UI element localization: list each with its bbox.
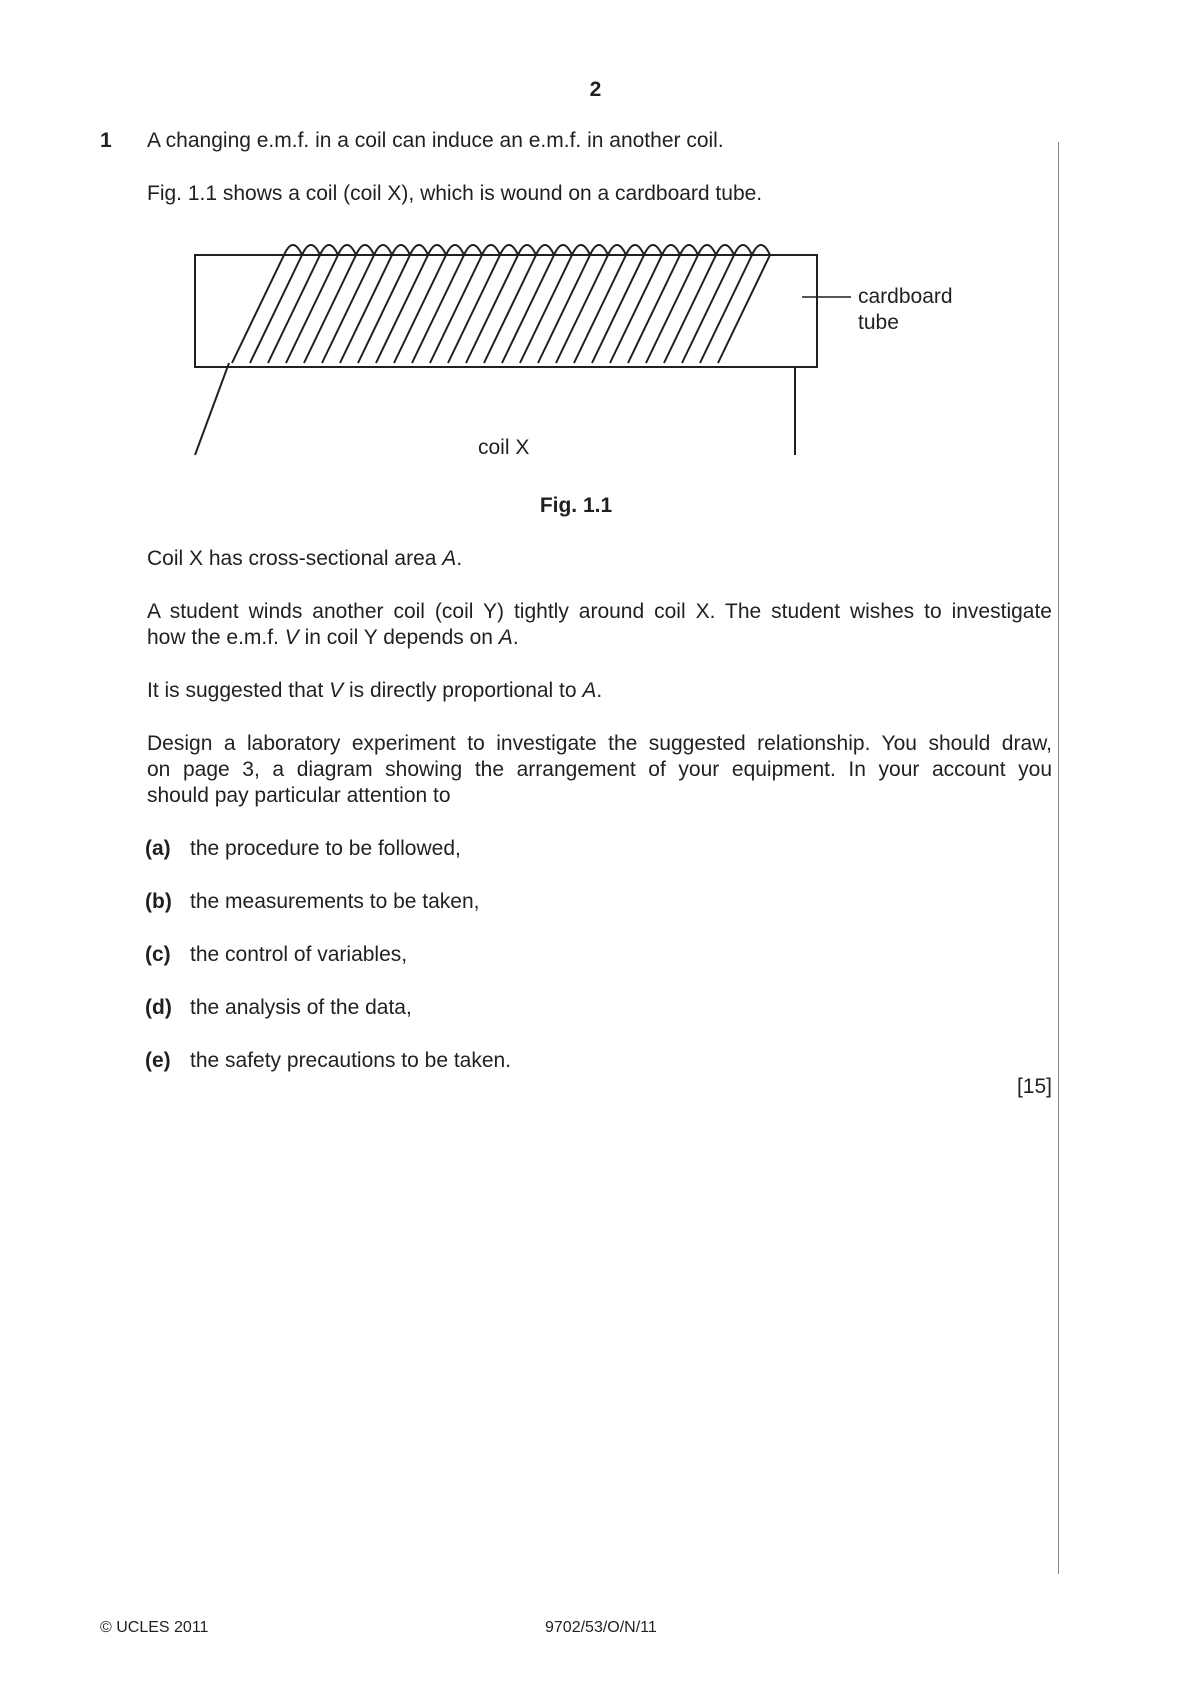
coil-winding-loop <box>554 245 572 255</box>
coil-winding-loop <box>518 245 536 255</box>
coil-winding-loop <box>734 245 752 255</box>
part-text-c: the control of variables, <box>190 943 408 966</box>
question-intro: A changing e.m.f. in a coil can induce an e.m.f. in another coil. <box>147 129 724 152</box>
coil-winding-loop <box>536 245 554 255</box>
part-label-d: (d) <box>145 996 172 1019</box>
part-text-a: the procedure to be followed, <box>190 837 461 860</box>
coil-winding-loop <box>590 245 608 255</box>
coil-winding-loop <box>428 245 446 255</box>
tube-label-line1: cardboard <box>858 285 953 308</box>
coil-winding-loop <box>410 245 428 255</box>
coil-winding-loop <box>572 245 590 255</box>
coil-winding-loop <box>374 245 392 255</box>
coil-winding-loop <box>302 245 320 255</box>
coil-winding-loop <box>716 245 734 255</box>
question-number: 1 <box>100 129 112 152</box>
design-instruction-line2: on page 3, a diagram showing the arrangement of your equipment. In your account you <box>147 758 1052 781</box>
part-label-e: (e) <box>145 1049 171 1072</box>
figure-caption: Fig. 1.1 <box>539 494 613 517</box>
coil-x-windings <box>232 245 770 363</box>
footer-copyright: © UCLES 2011 <box>100 1619 209 1636</box>
part-label-b: (b) <box>145 890 172 913</box>
part-label-a: (a) <box>145 837 171 860</box>
coil-winding-loop <box>446 245 464 255</box>
part-label-c: (c) <box>145 943 171 966</box>
coil-winding-loop <box>320 245 338 255</box>
area-statement: Coil X has cross-sectional area A. <box>147 547 463 570</box>
coil-winding-loop <box>284 245 302 255</box>
student-statement-line1: A student winds another coil (coil Y) tightly around coil X. The student wishes to investigate <box>147 600 1052 623</box>
tube-label-line2: tube <box>858 311 899 334</box>
page-number: 2 <box>589 78 602 101</box>
coil-winding-loop <box>680 245 698 255</box>
figure-coil-diagram <box>0 0 1191 470</box>
coil-winding-loop <box>608 245 626 255</box>
coil-winding-loop <box>644 245 662 255</box>
part-text-b: the measurements to be taken, <box>190 890 480 913</box>
coil-winding-loop <box>752 245 770 255</box>
coil-winding-loop <box>500 245 518 255</box>
footer-paper-code: 9702/53/O/N/11 <box>545 1619 657 1636</box>
coil-winding-loop <box>464 245 482 255</box>
design-instruction-line1: Design a laboratory experiment to investigate the suggested relationship. You should draw, <box>147 732 1052 755</box>
part-text-d: the analysis of the data, <box>190 996 412 1019</box>
marks-allocation: [15] <box>1016 1075 1052 1098</box>
suggestion-statement: It is suggested that V is directly proportional to A. <box>147 679 603 702</box>
coil-winding-loop <box>392 245 410 255</box>
coil-winding-loop <box>626 245 644 255</box>
coil-lead-left <box>195 363 229 455</box>
coil-winding-loop <box>338 245 356 255</box>
figure-intro: Fig. 1.1 shows a coil (coil X), which is wound on a cardboard tube. <box>147 182 763 205</box>
student-statement-line2: how the e.m.f. V in coil Y depends on A. <box>147 626 519 649</box>
part-text-e: the safety precautions to be taken. <box>190 1049 512 1072</box>
design-instruction-line3: should pay particular attention to <box>147 784 451 807</box>
coil-x-label: coil X <box>478 436 530 459</box>
coil-winding-loop <box>356 245 374 255</box>
coil-winding-loop <box>698 245 716 255</box>
coil-winding-loop <box>482 245 500 255</box>
coil-winding-loop <box>662 245 680 255</box>
